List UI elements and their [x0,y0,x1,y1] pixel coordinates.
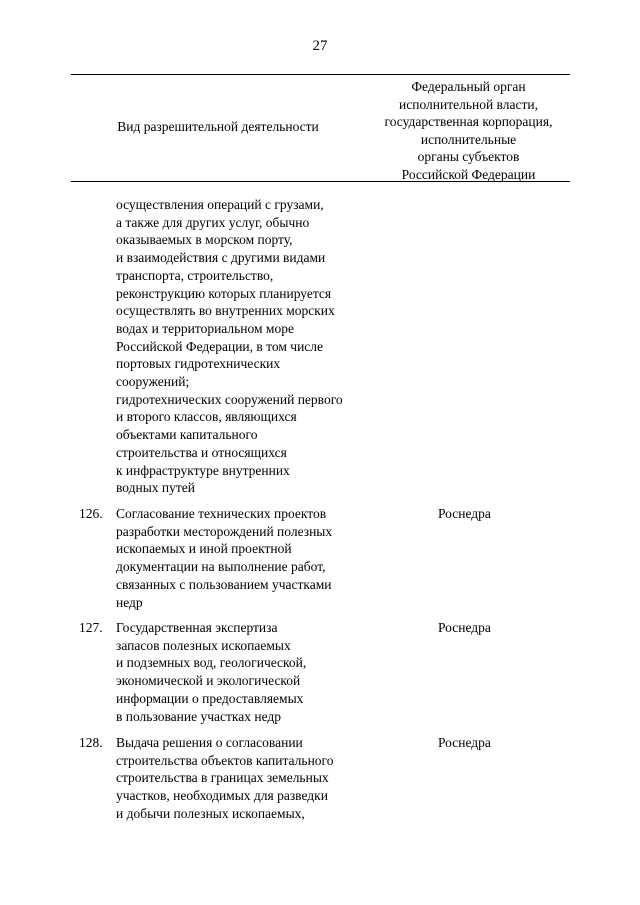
description-line: гидротехнических сооружений первого [116,391,343,407]
description-line: Выдача решения о согласовании [116,735,303,750]
row-agency: Роснедра [438,735,491,750]
description-line: сооружений; [116,374,190,390]
description-line: портовых гидротехнических [116,356,281,372]
row-number: 128. [79,735,103,750]
description-line: недр [116,594,143,610]
header-authority-line: Федеральный орган [411,79,526,94]
description-line: водных путей [116,480,196,496]
row-agency: Роснедра [438,620,491,635]
description-line: осуществления операций с грузами, [116,197,324,212]
description-line: и второго классов, являющихся [116,409,297,425]
description-line: участков, необходимых для разведки [116,788,328,804]
description-line: водах и территориальном море [116,320,294,336]
description-line: связанных с пользованием участками [116,576,332,592]
description-line: экономической и экологической [116,673,301,689]
row-number: 127. [79,620,103,635]
description-line: а также для других услуг, обычно [116,214,310,230]
header-authority-line: государственная корпорация, [384,114,553,129]
row-agency: Роснедра [438,506,491,521]
description-line: строительства в границах земельных [116,770,329,786]
table-header-top-rule [71,74,570,75]
header-authority-line: органы субъектов [417,149,520,164]
description-line: Государственная экспертиза [116,620,278,635]
description-line: реконструкцию которых планируется [116,285,332,301]
continued-row-description [116,196,376,497]
description-line: Согласование технических проектов [116,506,327,521]
description-line: и подземных вод, геологической, [116,655,307,671]
description-line: объектами капитального [116,427,258,443]
row-description [116,619,376,725]
description-line: запасов полезных ископаемых [116,637,291,653]
header-authority-line: Российской Федерации [401,166,536,182]
description-line: к инфраструктуре внутренних [116,462,290,478]
row-description [116,505,376,611]
description-line: строительства объектов капитального [116,752,334,768]
page-number: 27 [312,38,328,54]
header-authority-line: исполнительной власти, [399,96,538,112]
header-column-authority [367,78,570,183]
description-line: Российской Федерации, в том числе [116,338,324,354]
description-line: осуществлять во внутренних морских [116,303,335,319]
description-line: и добычи полезных ископаемых, [116,805,305,821]
description-line: ископаемых и иной проектной [116,541,292,557]
description-line: информации о предоставляемых [116,690,304,706]
description-line: строительства и относящихся [116,444,287,460]
row-description [116,734,376,823]
description-line: транспорта, строительство, [116,267,274,283]
header-column-activity-type: Вид разрешительной деятельности [117,119,319,134]
row-number: 126. [79,506,103,521]
description-line: оказываемых в морском порту, [116,232,293,248]
description-line: в пользование участках недр [116,708,281,724]
description-line: разработки месторождений полезных [116,523,333,539]
header-authority-line: исполнительные [420,131,517,147]
table-header-bottom-rule [71,181,570,182]
description-line: документации на выполнение работ, [116,559,326,575]
description-line: и взаимодействия с другими видами [116,250,326,266]
